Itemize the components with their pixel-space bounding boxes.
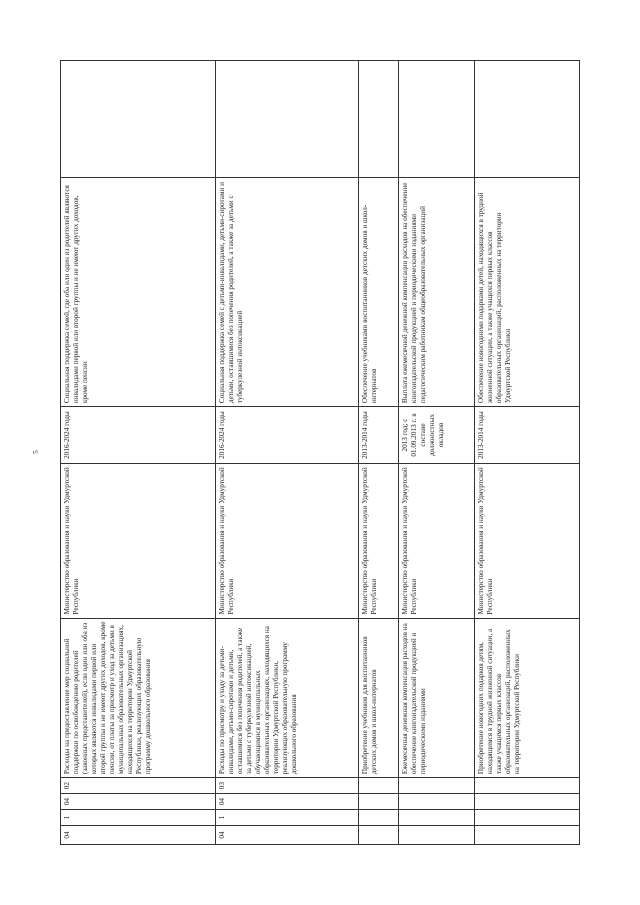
code-cell [359, 793, 398, 809]
extra-cell [61, 61, 215, 177]
expected-result: Обеспечение новогодними подарками детей, находящихся в трудной жизненной ситуации, а также учащихся первых классов образовательных организаций, расположенных на территории Удмуртской Республики [475, 177, 579, 406]
code-cell: 04 [61, 793, 215, 809]
code-cell [475, 825, 579, 844]
code-cell: 02 [61, 777, 215, 793]
code-cell: 03 [216, 777, 358, 793]
expected-result: Выплата ежемесячной денежной компенсации расходов на обеспечение книгоиздательской продукцией и периодическими изданиями педагогическим работникам общеобразовательных организаций [399, 177, 474, 406]
extra-cell [359, 61, 398, 177]
program-table [60, 60, 580, 845]
measure-name: Приобретение новогодних подарков детям, находящимся в трудной жизненной ситуации, а также учащимся первых классов образовательных организаций, расположенных на территории Удмуртской Республики [475, 618, 579, 778]
expected-result: Социальная поддержка семей с детьми-инвалидами, детьми-сиротами и детьми, оставшимися без попечения родителей, а также за детьми с туберкулезной интоксикацией [216, 177, 358, 406]
table-row [475, 61, 579, 844]
code-cell [475, 809, 579, 825]
code-cell: 1 [216, 809, 358, 825]
period: 2013-2014 годы [475, 406, 579, 463]
rotated-page [60, 60, 580, 845]
table-row [61, 61, 216, 844]
code-cell [399, 825, 474, 844]
expected-result: Социальная поддержка семей, где оба или один из родителей являются инвалидами первой или второй группы и не имеют других доходов, кроме пенсии [61, 177, 215, 406]
executor: Министерство образования и науки Удмуртской Республики [61, 463, 215, 618]
executor: Министерство образования и науки Удмуртской Республики [216, 463, 358, 618]
page-number: 5 [31, 450, 40, 454]
period: 2016-2024 годы [61, 406, 215, 463]
measure-name: Расходы на предоставление мер социальной поддержки по освобождению родителей (законных представителей), если один или оба из которых являются инвалидами первой или второй группы и не имеют других доходов, кроме пенсии, от платы за присмотр и уход за детьми в муниципальных образовательных организациях, находящихся на территории Удмуртской Республики, реализующих образовательную программу дошкольного образования [61, 618, 215, 778]
code-cell [399, 777, 474, 793]
executor: Министерство образования и науки Удмуртской Республики [399, 463, 474, 618]
executor: Министерство образования и науки Удмуртской Республики [475, 463, 579, 618]
period: 2013-2014 годы [359, 406, 398, 463]
code-cell [475, 793, 579, 809]
measure-name: Приобретение учебников для воспитанников детских домов и школ-интернатов [359, 618, 398, 778]
code-cell [359, 825, 398, 844]
code-cell [399, 793, 474, 809]
code-cell [359, 809, 398, 825]
code-cell: 04 [216, 825, 358, 844]
expected-result: Обеспечение учебниками воспитанников детских домов и школ-интернатов [359, 177, 398, 406]
code-cell [475, 777, 579, 793]
code-cell: 04 [216, 793, 358, 809]
extra-cell [216, 61, 358, 177]
executor: Министерство образования и науки Удмуртской Республики [359, 463, 398, 618]
period: 2013 год; с 01.09.2013 г. в составе должностных окладов [399, 406, 474, 463]
measure-name: Ежемесячная денежная компенсация расходов на обеспечение книгоиздательской продукцией и периодическими изданиями [399, 618, 474, 778]
table-row [359, 61, 399, 844]
extra-cell [399, 61, 474, 177]
code-cell [359, 777, 398, 793]
code-cell: 1 [61, 809, 215, 825]
code-cell: 04 [61, 825, 215, 844]
period: 2016-2024 годы [216, 406, 358, 463]
table-row [216, 61, 359, 844]
extra-cell [475, 61, 579, 177]
code-cell [399, 809, 474, 825]
table-row [399, 61, 475, 844]
measure-name: Расходы по присмотру и уходу за детьми-инвалидами, детьми-сиротами и детьми, оставшимися без попечения родителей, а также за детьми с туберкулезной интоксикацией, обучающимися в муниципальных образовательных организациях, находящихся на территории Удмуртской Республики, реализующих образовательную программу дошкольного образования [216, 618, 358, 778]
